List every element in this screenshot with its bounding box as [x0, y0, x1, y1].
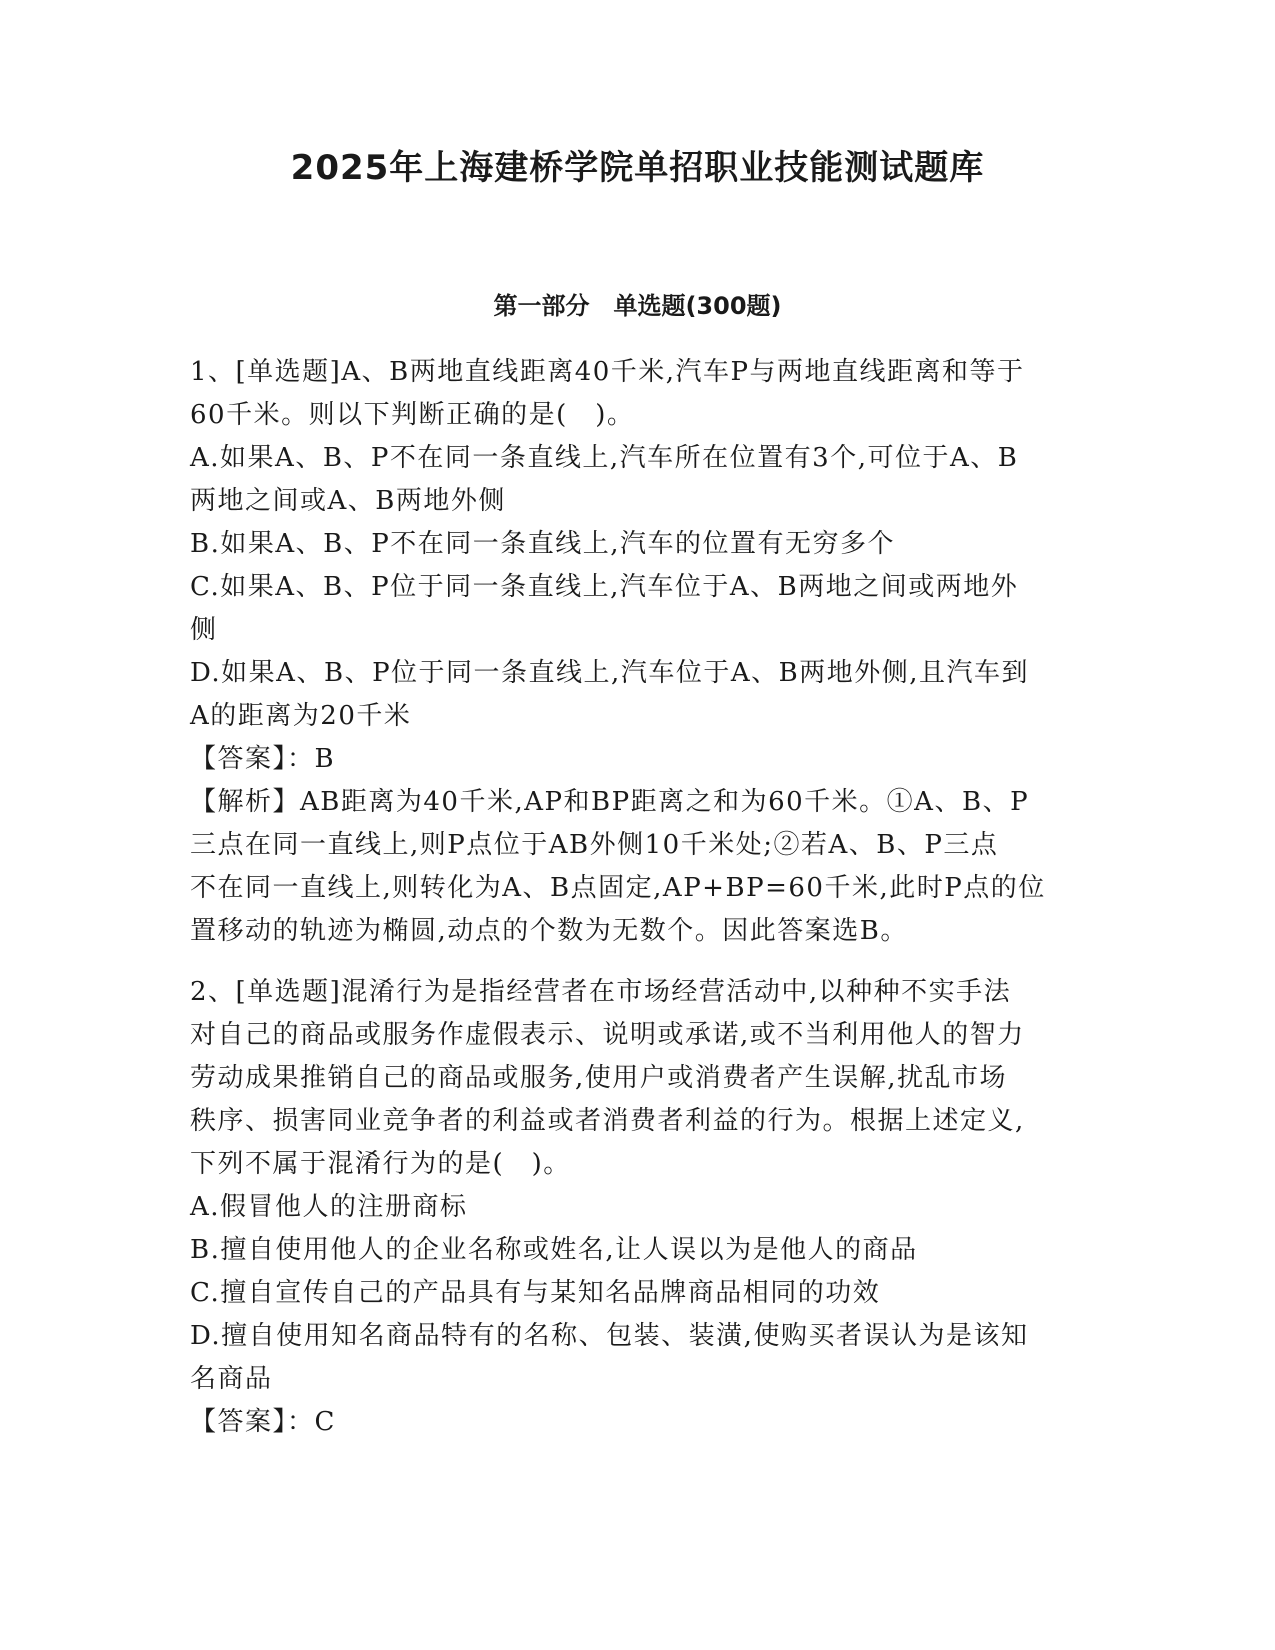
- option-b: B.擅自使用他人的企业名称或姓名,让人误以为是他人的商品: [190, 1235, 918, 1265]
- option-c: C.如果A、B、P位于同一条直线上,汽车位于A、B两地之间或两地外: [190, 572, 1019, 602]
- option-d: D.擅自使用知名商品特有的名称、包装、装潢,使购买者误认为是该知: [190, 1321, 1029, 1351]
- question-line: 劳动成果推销自己的商品或服务,使用户或消费者产生误解,扰乱市场: [190, 1063, 1008, 1093]
- option-a: A.如果A、B、P不在同一条直线上,汽车所在位置有3个,可位于A、B: [190, 443, 1019, 473]
- question-line: 1、[单选题]A、B两地直线距离40千米,汽车P与两地直线距离和等于: [190, 357, 1025, 387]
- option-a-cont: 两地之间或A、B两地外侧: [190, 486, 506, 516]
- question-2: [190, 971, 1090, 1444]
- explanation-line: 置移动的轨迹为椭圆,动点的个数为无数个。因此答案选B。: [190, 916, 908, 946]
- question-line: 2、[单选题]混淆行为是指经营者在市场经营活动中,以种种不实手法: [190, 977, 1012, 1007]
- question-line: 对自己的商品或服务作虚假表示、说明或承诺,或不当利用他人的智力: [190, 1020, 1025, 1050]
- question-1: [190, 351, 1090, 953]
- document-title: 2025年上海建桥学院单招职业技能测试题库: [290, 148, 985, 188]
- explanation-line: 不在同一直线上,则转化为A、B点固定,AP+BP=60千米,此时P点的位: [190, 873, 1046, 903]
- explanation-line: 三点在同一直线上,则P点位于AB外侧10千米处;②若A、B、P三点: [190, 830, 999, 860]
- section-title: 第一部分 单选题(300题): [493, 292, 782, 320]
- option-c: C.擅自宣传自己的产品具有与某知名品牌商品相同的功效: [190, 1278, 881, 1308]
- option-a: A.假冒他人的注册商标: [190, 1192, 468, 1222]
- option-d-cont: 名商品: [190, 1364, 273, 1394]
- option-d-cont: A的距离为20千米: [190, 701, 412, 731]
- question-list: [190, 351, 1090, 1462]
- question-line: 60千米。则以下判断正确的是( )。: [190, 400, 635, 430]
- answer: 【答案】：B: [190, 744, 336, 774]
- answer: 【答案】：C: [190, 1407, 336, 1437]
- option-c-cont: 侧: [190, 615, 218, 645]
- question-line: 秩序、损害同业竞争者的利益或者消费者利益的行为。根据上述定义,: [190, 1106, 1025, 1136]
- option-d: D.如果A、B、P位于同一条直线上,汽车位于A、B两地外侧,且汽车到: [190, 658, 1029, 688]
- question-line: 下列不属于混淆行为的是( )。: [190, 1149, 571, 1179]
- explanation-line: 【解析】AB距离为40千米,AP和BP距离之和为60千米。①A、B、P: [190, 787, 1030, 817]
- option-b: B.如果A、B、P不在同一条直线上,汽车的位置有无穷多个: [190, 529, 896, 559]
